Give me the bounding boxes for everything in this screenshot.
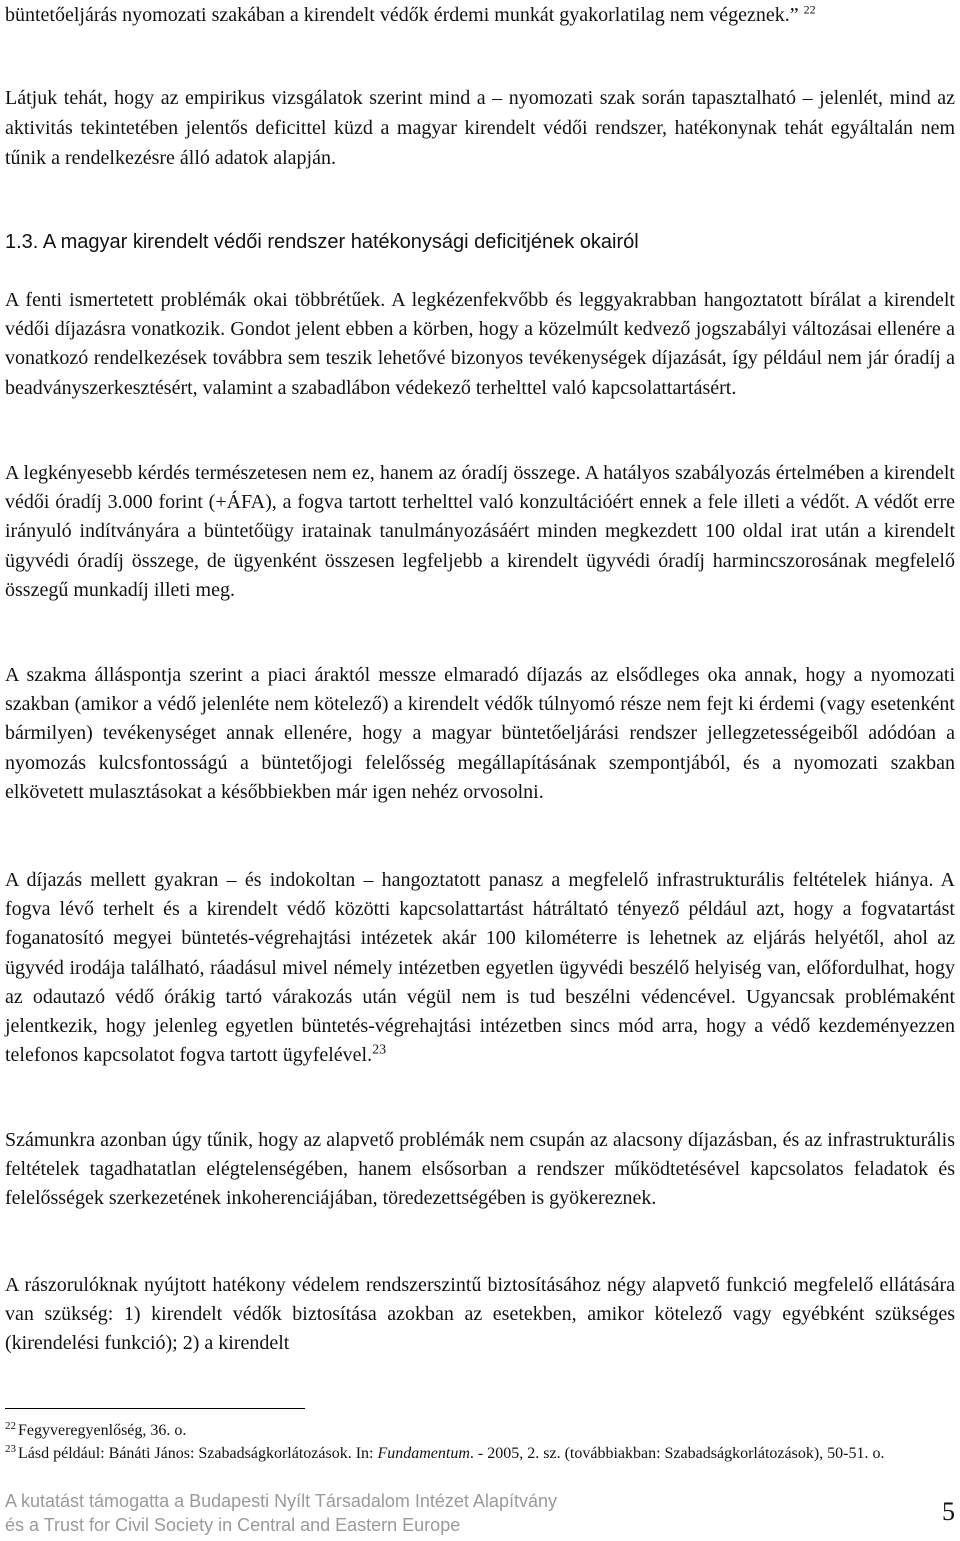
journal-title: Fundamentum <box>377 1445 470 1462</box>
paragraph-text: büntetőeljárás nyomozati szakában a kirendelt védők érdemi munkát gyakorlatilag nem végeznek.” <box>5 4 799 26</box>
section-title: 1.3. A magyar kirendelt védői rendszer hatékonysági deficitjének okairól <box>5 231 639 253</box>
paragraph-continuation <box>5 0 955 30</box>
paragraph-7 <box>5 1271 955 1359</box>
footnote-divider <box>5 1408 305 1409</box>
paragraph-text: Látjuk tehát, hogy az empirikus vizsgálatok szerint mind a – nyomozati szak során tapasztalható – jelenlét, mind az aktivitás tekintetében jelentős deficittel küzd a magyar kirendelt védői rendszer, hatékonynak tehát egyáltalán nem tűnik a rendelkezésre álló adatok alapján. <box>5 87 955 169</box>
paragraph-text: A szakma álláspontja szerint a piaci áraktól messze elmaradó díjazás az elsődleges oka annak, hogy a nyomozati szakban (amikor a védő jelenléte nem kötelező) a kirendelt védők túlnyomó része nem fejt ki érdemi (vagy esetenként bármilyen) tevékenységet annak ellenére, hogy a magyar büntetőeljárási rendszer jellegzetességeiből adódóan a nyomozás kulcsfontosságú a büntetőjogi felelősség megállapításának szempontjából, és a nyomozati szakban elkövetett mulasztásokat a későbbiekben már igen nehéz orvosolni. <box>5 664 955 803</box>
footnote-ref-23[interactable]: 23 <box>372 1042 387 1058</box>
paragraph-text: Számunkra azonban úgy tűnik, hogy az alapvető problémák nem csupán az alacsony díjazásban, és az infrastrukturális feltételek tagadhatatlan elégtelenségében, hanem elsősorban a rendszer működtetésével kapcsolatos feladatok és felelősségek szerkezetének inkoherenciájában, töredezettségében is gyökereznek. <box>5 1129 955 1210</box>
paragraph-1 <box>5 83 955 173</box>
paragraph-4 <box>5 661 955 807</box>
paragraph-text: A legkényesebb kérdés természetesen nem ez, hanem az óradíj összege. A hatályos szabályozás értelmében a kirendelt védői óradíj 3.000 forint (+ÁFA), a fogva tartott terhelttel való konzultációért ennek a fele illeti a védőt. A védőt erre irányuló indítványára a büntetőügy iratainak tanulmányozásáért minden megkezdett 100 oldal irat után a kirendelt ügyvédi óradíj összege, de ügyenként összesen legfeljebb a kirendelt ügyvédi óradíj harmincszorosának megfelelő összegű munkadíj illeti meg. <box>5 462 955 601</box>
footnote-ref-22[interactable]: 22 <box>803 2 816 17</box>
footer-line-1: A kutatást támogatta a Budapesti Nyílt Társadalom Intézet Alapítvány <box>5 1491 557 1511</box>
paragraph-text: A rászorulóknak nyújtott hatékony védelem rendszerszintű biztosításához négy alapvető funkció megfelelő ellátására van szükség: 1) kirendelt védők biztosítása azokban az esetekben, amikor kötelező vagy egyébként szükséges (kirendelési funkció); 2) a kirendelt <box>5 1274 955 1355</box>
paragraph-3 <box>5 459 955 605</box>
paragraph-text: A díjazás mellett gyakran – és indokoltan – hangoztatott panasz a megfelelő infrastrukturális feltételek hiánya. A fogva lévő terhelt és a kirendelt védő közötti kapcsolattartást hátráltató tényező például azt, hogy a fogvatartást foganatosító megyei büntetés-végrehajtási intézetek akár 100 kilométerre is lehetnek az eljárás helyétől, ahol az ügyvéd irodája található, ráadásul mivel némely intézetben egyetlen ügyvédi beszélő helyiség van, előfordulhat, hogy az odautazó védő órákig tartó várakozás után végül nem is tud beszélni védencével. Ugyancsak problémaként jelentkezik, hogy jelenleg egyetlen büntetés-végrehajtási intézetben sincs mód arra, hogy a védő kezdeményezzen telefonos kapcsolatot fogva tartott ügyfelével. <box>5 869 955 1067</box>
paragraph-2 <box>5 286 955 403</box>
page-number: 5 <box>942 1497 955 1526</box>
footnote-text: Fegyveregyenlőség, 36. o. <box>18 1422 187 1439</box>
footnote-23 <box>5 1441 955 1467</box>
paragraph-6 <box>5 1126 955 1214</box>
footnote-number: 22 <box>5 1419 16 1432</box>
section-heading <box>5 228 955 257</box>
paragraph-5 <box>5 866 955 1070</box>
footnote-number: 23 <box>5 1442 16 1455</box>
footnote-text-cont: . - 2005, 2. sz. (továbbiakban: Szabadságkorlátozások), 50-51. o. <box>469 1445 885 1462</box>
footnote-text: Lásd például: Bánáti János: Szabadságkorlátozások. In: <box>18 1445 378 1462</box>
footer-line-2: és a Trust for Civil Society in Central and Eastern Europe <box>5 1515 461 1535</box>
page-footer <box>5 1489 557 1537</box>
paragraph-text: A fenti ismertetett problémák okai többrétűek. A legkézenfekvőbb és leggyakrabban hangoztatott bírálat a kirendelt védői díjazásra vonatkozik. Gondot jelent ebben a körben, hogy a közelmúlt kedvező jogszabályi változásai ellenére a vonatkozó rendelkezések továbbra sem teszik lehetővé bizonyos tevékenységek díjazását, így például nem jár óradíj a beadványszerkesztésért, valamint a szabadlábon védekező terhelttel való kapcsolattartásért. <box>5 289 955 399</box>
